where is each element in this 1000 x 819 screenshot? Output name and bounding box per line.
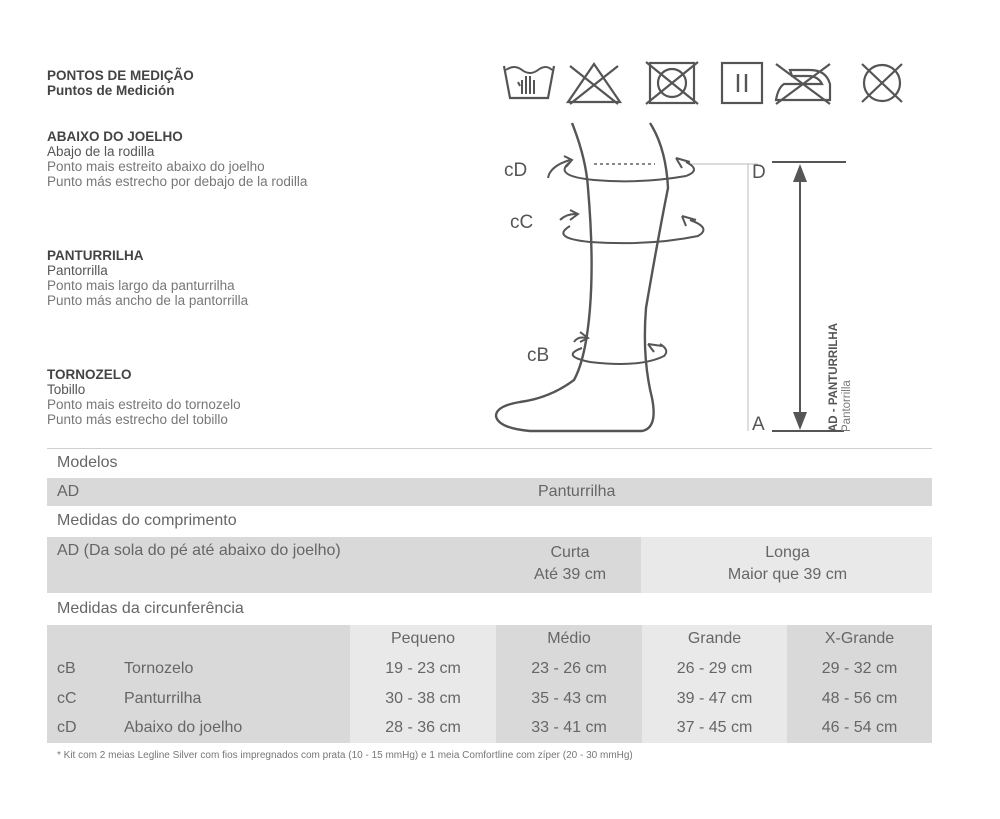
length-long-value: Maior que 39 cm	[727, 566, 848, 583]
cb-ellipse	[573, 344, 667, 364]
table-cell: 19 - 23 cm	[385, 660, 461, 677]
length-long	[700, 542, 875, 586]
table-cell: 35 - 43 cm	[531, 690, 607, 707]
point-title-pt: PANTURRILHA	[47, 248, 144, 263]
vertical-label-pt: AD - PANTURRILHA	[828, 322, 840, 432]
table-cell: 28 - 36 cm	[385, 719, 461, 736]
size-large-header: Grande	[687, 630, 742, 647]
table-cell: 48 - 56 cm	[821, 690, 898, 707]
table-cell: 37 - 45 cm	[676, 719, 753, 736]
models-label: Modelos	[57, 454, 118, 471]
header-title-pt: PONTOS DE MEDIÇÃO	[47, 68, 194, 83]
table-cell: 23 - 26 cm	[531, 660, 607, 677]
no-iron-icon	[770, 58, 836, 108]
table-cell: 29 - 32 cm	[821, 660, 898, 677]
circumference-label: Medidas da circunferência	[57, 600, 244, 617]
height-vertical-label	[828, 323, 854, 432]
model-row	[47, 478, 932, 506]
label-cd: cD	[504, 160, 528, 181]
point-desc-pt: Ponto mais estreito do tornozelo	[47, 397, 241, 412]
row-code: cC	[57, 690, 77, 707]
point-below-knee	[47, 129, 307, 189]
point-desc-es: Punto más ancho de la pantorrilla	[47, 293, 249, 308]
point-desc-pt: Ponto mais largo da panturrilha	[47, 278, 235, 293]
length-short	[490, 542, 650, 586]
point-desc-pt: Ponto mais estreito abaixo do joelho	[47, 159, 265, 174]
model-name: Panturrilha	[538, 483, 616, 500]
height-arrow-down	[793, 412, 807, 430]
point-ankle	[47, 367, 241, 427]
no-tumble-dry-icon	[644, 58, 702, 108]
table-cell: 39 - 47 cm	[676, 690, 753, 707]
vertical-label-es: Pantorrilla	[841, 380, 853, 432]
point-title-es: Abajo de la rodilla	[47, 144, 155, 159]
size-small-header: Pequeno	[390, 630, 456, 647]
row-code: cD	[57, 719, 77, 736]
leg-diagram	[490, 118, 860, 443]
measurement-points-header	[47, 68, 194, 98]
point-calf	[47, 248, 248, 308]
label-cc: cC	[510, 212, 534, 233]
point-title-es: Pantorrilla	[47, 263, 108, 278]
model-code: AD	[57, 483, 80, 500]
table-cell: 33 - 41 cm	[531, 719, 607, 736]
row-name: Abaixo do joelho	[124, 719, 243, 736]
cc-ellipse	[563, 220, 703, 243]
point-desc-es: Punto más estrecho por debajo de la rodilla	[47, 174, 308, 189]
line-dry-icon	[718, 58, 768, 108]
table-cell: 46 - 54 cm	[821, 719, 898, 736]
point-title-pt: TORNOZELO	[47, 367, 132, 382]
table-top-rule	[47, 448, 932, 449]
label-a: A	[752, 414, 765, 435]
point-desc-es: Punto más estrecho del tobillo	[47, 412, 228, 427]
point-title-pt: ABAIXO DO JOELHO	[47, 129, 183, 144]
label-d: D	[752, 162, 766, 183]
length-label: Medidas do comprimento	[57, 512, 237, 529]
length-row-label: AD (Da sola do pé até abaixo do joelho)	[57, 542, 341, 559]
no-dry-clean-icon	[842, 58, 922, 108]
row-code: cB	[57, 660, 76, 677]
size-xlarge-header: X-Grande	[824, 630, 895, 647]
size-medium-header: Médio	[547, 630, 591, 647]
row-name: Tornozelo	[124, 660, 194, 677]
row-name: Panturrilha	[124, 690, 202, 707]
length-short-value: Até 39 cm	[533, 566, 607, 583]
no-bleach-icon	[564, 58, 624, 108]
length-long-name: Longa	[765, 544, 810, 561]
height-arrow-up	[793, 164, 807, 182]
length-short-name: Curta	[550, 544, 590, 561]
table-cell: 26 - 29 cm	[676, 660, 753, 677]
table-cell: 30 - 38 cm	[385, 690, 461, 707]
header-title-es: Puntos de Medición	[47, 83, 175, 98]
footnote: * Kit com 2 meias Legline Silver com fios impregnados com prata (10 - 15 mmHg) e 1 meia Comfortline com zíper (20 - 30 mmHg)	[57, 750, 633, 761]
point-title-es: Tobillo	[47, 382, 86, 397]
hand-wash-icon	[500, 58, 558, 108]
label-cb: cB	[527, 345, 550, 366]
